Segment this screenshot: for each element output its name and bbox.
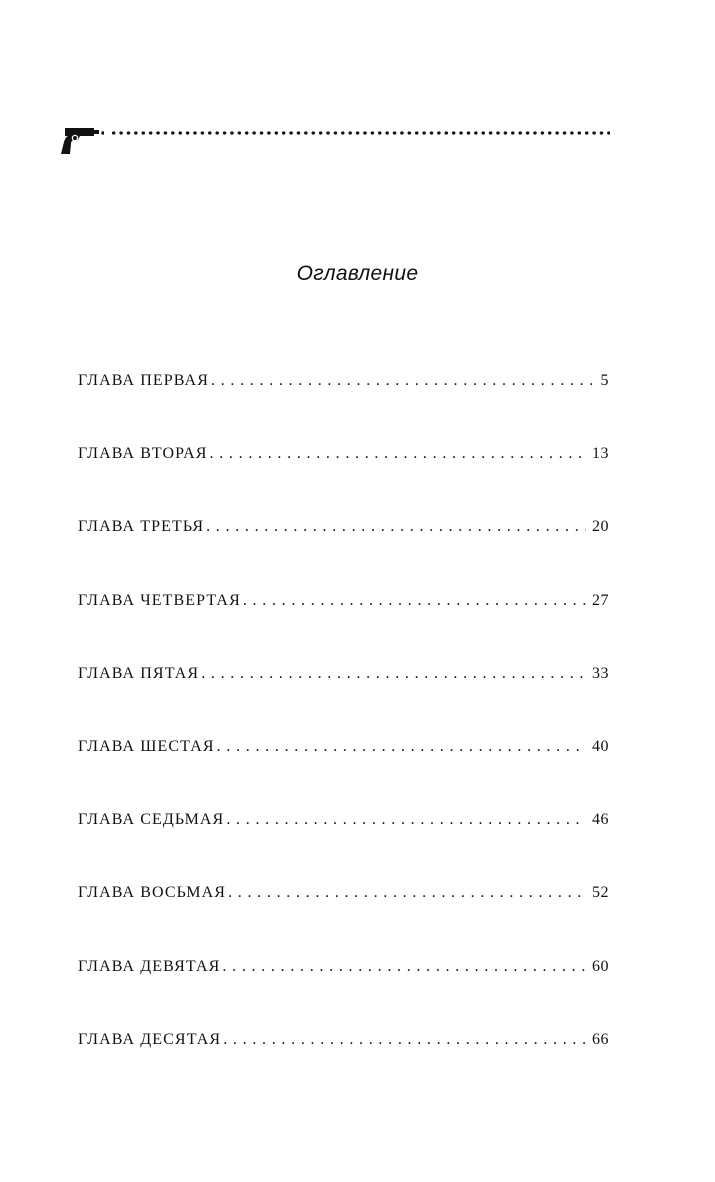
toc-entry[interactable] [78,518,609,591]
toc-entry[interactable] [78,445,609,518]
toc-entry-page: 5 [600,372,609,389]
toc-entry-label: ГЛАВА ВТОРАЯ [78,445,208,463]
toc-entry-label: ГЛАВА ВОСЬМАЯ [78,884,227,902]
toc-entry-page: 52 [592,884,609,902]
toc-entry-page: 40 [592,737,609,755]
revolver-icon [58,124,104,156]
toc-leader-dots [211,372,593,390]
toc-leader-dots [222,958,586,976]
toc-entry-label: ГЛАВА ТРЕТЬЯ [78,518,205,536]
toc-leader-dots [228,884,586,902]
toc-entry-page: 66 [592,1030,609,1048]
toc-leader-dots [223,1031,586,1049]
toc-entry-page: 46 [592,811,609,829]
toc-entry-label: ГЛАВА ШЕСТАЯ [78,737,215,755]
toc-leader-dots [243,592,586,610]
toc-entry-label: ГЛАВА ПЯТАЯ [78,664,200,682]
toc-entry-label: ГЛАВА ДЕСЯТАЯ [78,1030,222,1048]
toc-entry-label: ГЛАВА ПЕРВАЯ [78,372,209,389]
toc-entry[interactable] [78,738,609,811]
toc-entry-label: ГЛАВА ДЕВЯТАЯ [78,957,221,975]
toc-entry-label: ГЛАВА ЧЕТВЕРТАЯ [78,591,241,609]
toc-entry[interactable] [78,884,609,957]
page-title: Оглавление [296,262,419,285]
toc-leader-dots [210,445,586,463]
toc-leader-dots [226,811,586,829]
toc-entry-page: 60 [592,957,609,975]
toc-entry-page: 27 [592,591,609,609]
toc-entry-page: 20 [592,518,609,536]
toc-entry-label: ГЛАВА СЕДЬМАЯ [78,811,225,829]
toc-entry[interactable] [78,1031,609,1104]
toc-leader-dots [206,518,586,536]
toc-entry-page: 13 [592,445,609,463]
toc-entry[interactable] [78,592,609,665]
header-ornament [58,120,613,160]
toc-entry[interactable] [78,958,609,1031]
toc-leader-dots [217,738,586,756]
toc-leader-dots [201,665,586,683]
toc-entry-page: 33 [592,664,609,682]
toc-entry[interactable] [78,811,609,884]
dotted-rule [110,131,610,135]
toc-entry[interactable] [78,372,609,445]
toc-entry[interactable] [78,665,609,738]
table-of-contents [78,372,609,1104]
